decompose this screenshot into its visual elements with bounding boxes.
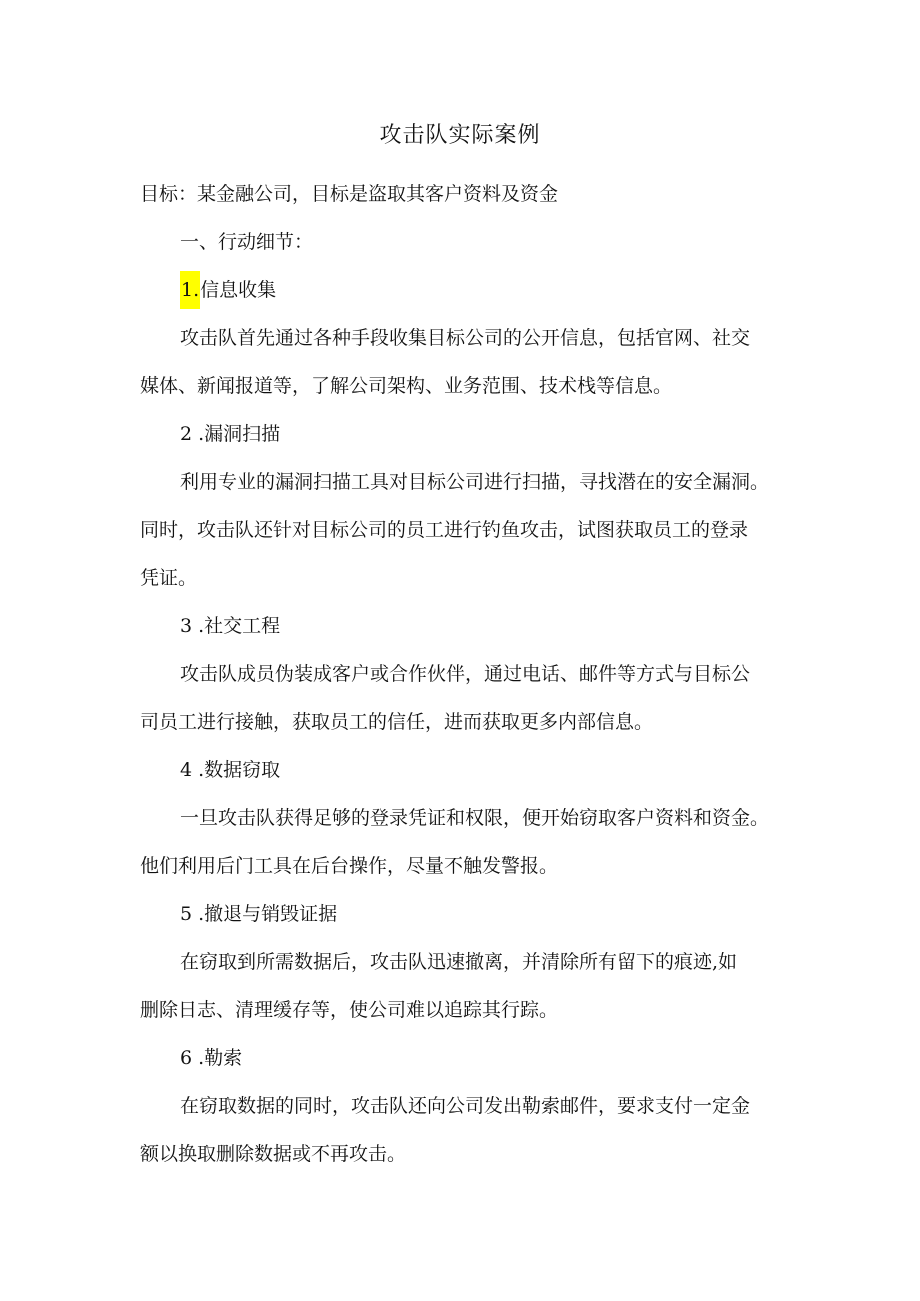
step1-body-line1: 攻击队首先通过各种手段收集目标公司的公开信息，包括官网、社交 bbox=[180, 327, 751, 349]
step4-body-line2: 他们利用后门工具在后台操作，尽量不触发警报。 bbox=[140, 855, 559, 877]
step1-body-line2: 媒体、新闻报道等，了解公司架构、业务范围、技术栈等信息。 bbox=[140, 375, 673, 397]
section-heading: 一、行动细节： bbox=[180, 231, 314, 253]
step1-number-highlight: 1. bbox=[180, 271, 200, 309]
step6-body-line1: 在窃取数据的同时，攻击队还向公司发出勒索邮件，要求支付一定金 bbox=[180, 1095, 751, 1117]
step6-body-line2: 额以换取删除数据或不再攻击。 bbox=[140, 1143, 407, 1165]
step2-heading: 2 .漏洞扫描 bbox=[180, 423, 281, 445]
step1-heading-row bbox=[180, 277, 276, 303]
step5-body-line2: 删除日志、清理缓存等，使公司难以追踪其行踪。 bbox=[140, 999, 559, 1021]
step5-body-line1: 在窃取到所需数据后，攻击队迅速撤离，并清除所有留下的痕迹,如 bbox=[180, 951, 738, 973]
document-title: 攻击队实际案例 bbox=[379, 123, 541, 148]
target-line: 目标：某金融公司，目标是盗取其客户资料及资金 bbox=[140, 183, 559, 205]
step2-body-line1: 利用专业的漏洞扫描工具对目标公司进行扫描，寻找潜在的安全漏洞。 bbox=[180, 471, 770, 493]
step4-heading: 4 .数据窃取 bbox=[180, 759, 281, 781]
step2-body-line3: 凭证。 bbox=[140, 567, 198, 589]
step4-body-line1: 一旦攻击队获得足够的登录凭证和权限，便开始窃取客户资料和资金。 bbox=[180, 807, 770, 829]
step2-body-line2: 同时，攻击队还针对目标公司的员工进行钓鱼攻击，试图获取员工的登录 bbox=[140, 519, 749, 541]
step3-body-line2: 司员工进行接触，获取员工的信任，进而获取更多内部信息。 bbox=[140, 711, 654, 733]
step3-body-line1: 攻击队成员伪装成客户或合作伙伴，通过电话、邮件等方式与目标公 bbox=[180, 663, 751, 685]
step1-heading: 信息收集 bbox=[200, 279, 277, 301]
step5-heading: 5 .撤退与销毁证据 bbox=[180, 903, 338, 925]
step6-heading: 6 .勒索 bbox=[180, 1047, 243, 1069]
step3-heading: 3 .社交工程 bbox=[180, 615, 281, 637]
